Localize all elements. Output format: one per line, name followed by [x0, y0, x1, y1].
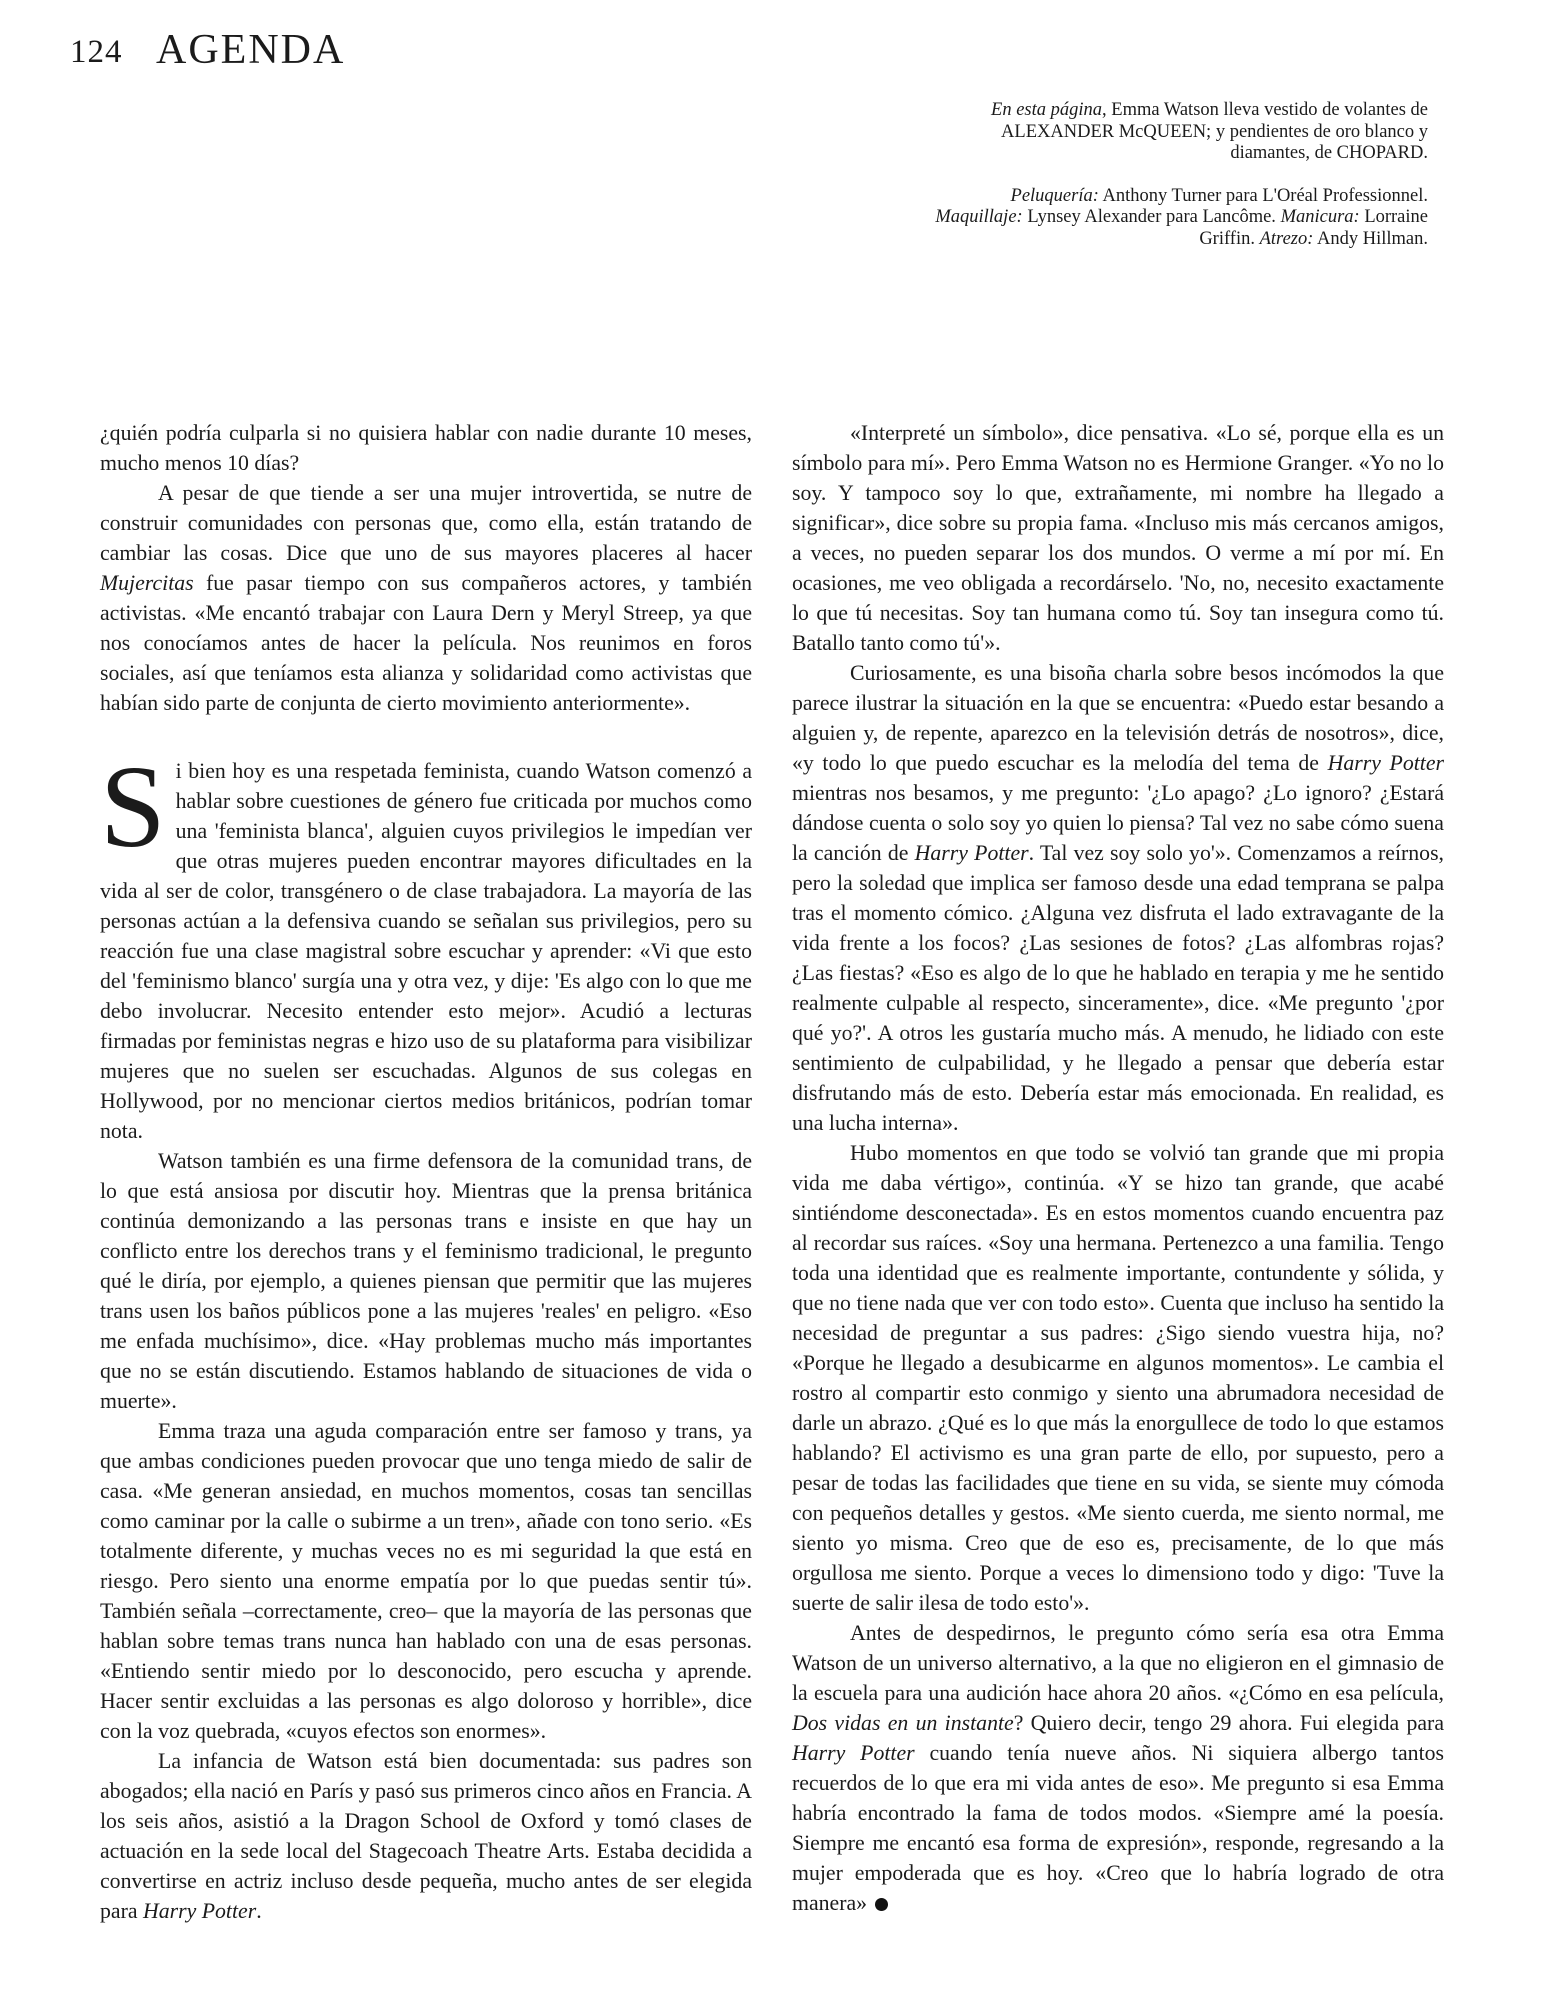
credit-role-makeup: Maquillaje:: [935, 207, 1023, 227]
film-title: Mujercitas: [100, 571, 194, 595]
article-paragraph: Watson también es una firme defensora de la comunidad trans, de lo que está ansiosa por discutir hoy. Mientras que la prensa británica continúa demonizando a las personas trans e insiste en que hay un conflicto entre los derechos trans y el feminismo tradicional, le pregunto qué le diría, por ejemplo, a quienes piensan que permitir que las mujeres trans usen los baños públicos pone a las mujeres 'reales' en peligro. «Eso me enfada muchísimo», dice. «Hay problemas mucho más importantes que no se están discutiendo. Estamos hablando de situaciones de vida o muerte».: [100, 1149, 752, 1413]
section-title: AGENDA: [156, 27, 346, 73]
page-number: 124: [70, 34, 123, 70]
article-paragraph: Emma traza una aguda comparación entre ser famoso y trans, ya que ambas condiciones pueden provocar que uno tenga miedo de salir de casa. «Me generan ansiedad, en muchos momentos, cosas tan sencillas como caminar por la calle o subirme a un tren», añade con tono serio. «Es totalmente diferente, y muchas veces no es mi seguridad la que está en riesgo. Pero siento una enorme empatía por lo que puedas sentir tú». También señala –correctamente, creo– que la mayoría de las personas que hablan sobre temas trans nunca han hablado con una de esas personas. «Entiendo sentir miedo por lo desconocido, pero escucha y aprende. Hacer sentir excluidas a las personas es algo doloroso y horrible», dice con la voz quebrada, «cuyos efectos son enormes».: [100, 1419, 752, 1743]
article-column-right: [792, 418, 1444, 1918]
article-paragraph: «Interpreté un símbolo», dice pensativa. «Lo sé, porque ella es un símbolo para mí». Pero Emma Watson no es Hermione Granger. «Yo no lo soy. Y tampoco soy lo que, extrañamente, mi nombre ha llegado a significar», dice sobre su propia fama. «Incluso mis más cercanos amigos, a veces, no pueden separar los dos mundos. O verme a mí por mí. En ocasiones, me veo obligada a recordárselo. 'No, no, necesito exactamente lo que tú necesitas. Soy tan humana como tú. Soy tan insegura como tú. Batallo tanto como tú'».: [792, 421, 1444, 655]
article-paragraph: Hubo momentos en que todo se volvió tan grande que mi propia vida me daba vértigo», continúa. «Y se hizo tan grande, que acabé sintiéndome desconectada». Es en estos momentos cuando encuentra paz al recordar sus raíces. «Soy una hermana. Pertenezco a una familia. Tengo toda una identidad que es realmente importante, contundente y sólida, y que no tiene nada que ver con todo esto». Cuenta que incluso ha sentido la necesidad de preguntar a sus padres: ¿Sigo siendo vuestra hija, no? «Porque he llegado a desubicarme en algunos momentos». Le cambia el rostro al compartir esto conmigo y siento una abrumadora necesidad de darle un abrazo. ¿Qué es lo que más la enorgullece de todo lo que estamos hablando? El activismo es una gran parte de ello, por supuesto, pero a pesar de todas las facilidades que tiene en su vida, se siente muy cómoda con pequeños detalles y gestos. «Me siento cuerda, me siento normal, me siento yo misma. Creo que de eso es, precisamente, de lo que más orgullosa me siento. Porque a veces lo dimensiono todo y digo: 'Tuve la suerte de salir ilesa de todo esto'».: [792, 1141, 1444, 1615]
drop-cap: S: [100, 741, 166, 872]
credit-text: Andy Hillman.: [1313, 228, 1428, 249]
article-paragraph: ¿quién podría culparla si no quisiera hablar con nadie durante 10 meses, mucho menos 10 días?: [100, 421, 752, 475]
article-paragraph: La infancia de Watson está bien documentada: sus padres son abogados; ella nació en París y pasó sus primeros cinco años en Francia. A los seis años, asistió a la Dragon School de Oxford y tomó clases de actuación en la sede local del Stagecoach Theatre Arts. Estaba decidida a convertirse en actriz incluso desde pequeña, mucho antes de ser elegida para Harry Potter.: [100, 1749, 752, 1923]
credit-text: Anthony Turner para L'Oréal Professionnel.: [1098, 185, 1428, 206]
article-paragraph: A pesar de que tiende a ser una mujer introvertida, se nutre de construir comunidades con personas que, como ella, están tratando de cambiar las cosas. Dice que uno de sus mayores placeres al hacer Mujercitas fue pasar tiempo con sus compañeros actores, y también activistas. «Me encantó trabajar con Laura Dern y Meryl Streep, ya que nos conocíamos antes de hacer la película. Nos reunimos en foros sociales, así que teníamos esta alianza y solidaridad como activistas que habían sido parte de conjunta de cierto movimiento anteriormente».: [100, 481, 752, 715]
credit-text: , Emma Watson lleva vestido de volantes de ALEXANDER McQUEEN; y pendientes de oro blanco y diamantes, de CHOPARD.: [1001, 100, 1428, 163]
credit-text: Lorraine Griffin.: [1199, 207, 1428, 249]
end-of-article-dot-icon: [875, 1898, 888, 1911]
article-paragraph: Curiosamente, es una bisoña charla sobre besos incómodos la que parece ilustrar la situación en la que se encuentra: «Puedo estar besando a alguien y, de repente, aparezco en la televisión detrás de nosotros», dice, «y todo lo que puedo escuchar es la melodía del tema de Harry Potter mientras nos besamos, y me pregunto: '¿Lo apago? ¿Lo ignoro? ¿Estará dándose cuenta o solo soy yo quien lo piensa? Tal vez no sabe cómo suena la canción de Harry Potter. Tal vez soy solo yo'». Comenzamos a reírnos, pero la soledad que implica ser famoso desde una edad temprana se palpa tras el momento cómico. ¿Alguna vez disfruta el lado extravagante de la vida frente a los focos? ¿Las sesiones de fotos? ¿Las alfombras rojas? ¿Las fiestas? «Eso es algo de lo que he hablado en terapia y me he sentido realmente culpable al respecto, sinceramente», dice. «Me pregunto '¿por qué yo?'. A otros les gustaría mucho más. A menudo, he lidiado con este sentimiento de culpabilidad, y he llegado a pensar que debería estar disfrutando más de esto. Debería estar más emocionada. En realidad, es una lucha interna».: [792, 661, 1445, 1135]
article-column-left: [100, 418, 752, 1926]
credit-role-manicure: Manicura:: [1280, 207, 1360, 227]
photo-credits: [928, 100, 1428, 271]
film-title: Dos vidas en un instante: [792, 1711, 1014, 1735]
film-title: Harry Potter: [142, 1899, 257, 1923]
credit-lead: En esta página: [991, 100, 1103, 120]
team-credit: [928, 186, 1428, 251]
credit-role-props: Atrezo:: [1259, 228, 1314, 249]
film-title: Harry Potter: [1327, 751, 1444, 775]
credit-role-hair: Peluquería:: [1010, 185, 1099, 206]
article-paragraph: Antes de despedirnos, le pregunto cómo sería esa otra Emma Watson de un universo alternativo, a la que no eligieron en el gimnasio de la escuela para una audición hace ahora 20 años. «¿Cómo en esa película, Dos vidas en un instante? Quiero decir, tengo 29 ahora. Fui elegida para Harry Potter cuando tenía nueve años. Ni siquiera albergo tantos recuerdos de lo que era mi vida antes de eso». Me pregunto si esa Emma habría encontrado la fama de todos modos. «Siempre amé la poesía. Siempre me encantó esa forma de expresión», responde, regresando a la mujer empoderada que es hoy. «Creo que lo habría logrado de otra manera»: [792, 1621, 1445, 1915]
film-title: Harry Potter: [914, 841, 1029, 865]
credit-text: Lynsey Alexander para Lancôme.: [1022, 207, 1281, 227]
film-title: Harry Potter: [792, 1741, 915, 1765]
article-paragraph: Si bien hoy es una respetada feminista, cuando Watson comenzó a hablar sobre cuestiones de género fue criticada por muchos como una 'feminista blanca', alguien cuyos privilegios le impedían ver que otras mujeres pueden encontrar mayores dificultades en la vida al ser de color, transgénero o de clase trabajadora. La mayoría de las personas actúan a la defensiva cuando se señalan sus privilegios, pero su reacción fue una clase magistral sobre escuchar y aprender: «Vi que esto del 'feminismo blanco' surgía una y otra vez, y dije: 'Es algo con lo que me debo involucrar. Necesito entender esto mejor». Acudió a lecturas firmadas por feministas negras e hizo uso de su plataforma para visibilizar mujeres que no suelen ser escuchadas. Algunos de sus colegas en Hollywood, por no mencionar ciertos medios británicos, podrían tomar nota.: [100, 741, 752, 1143]
outfit-credit: [928, 100, 1428, 165]
